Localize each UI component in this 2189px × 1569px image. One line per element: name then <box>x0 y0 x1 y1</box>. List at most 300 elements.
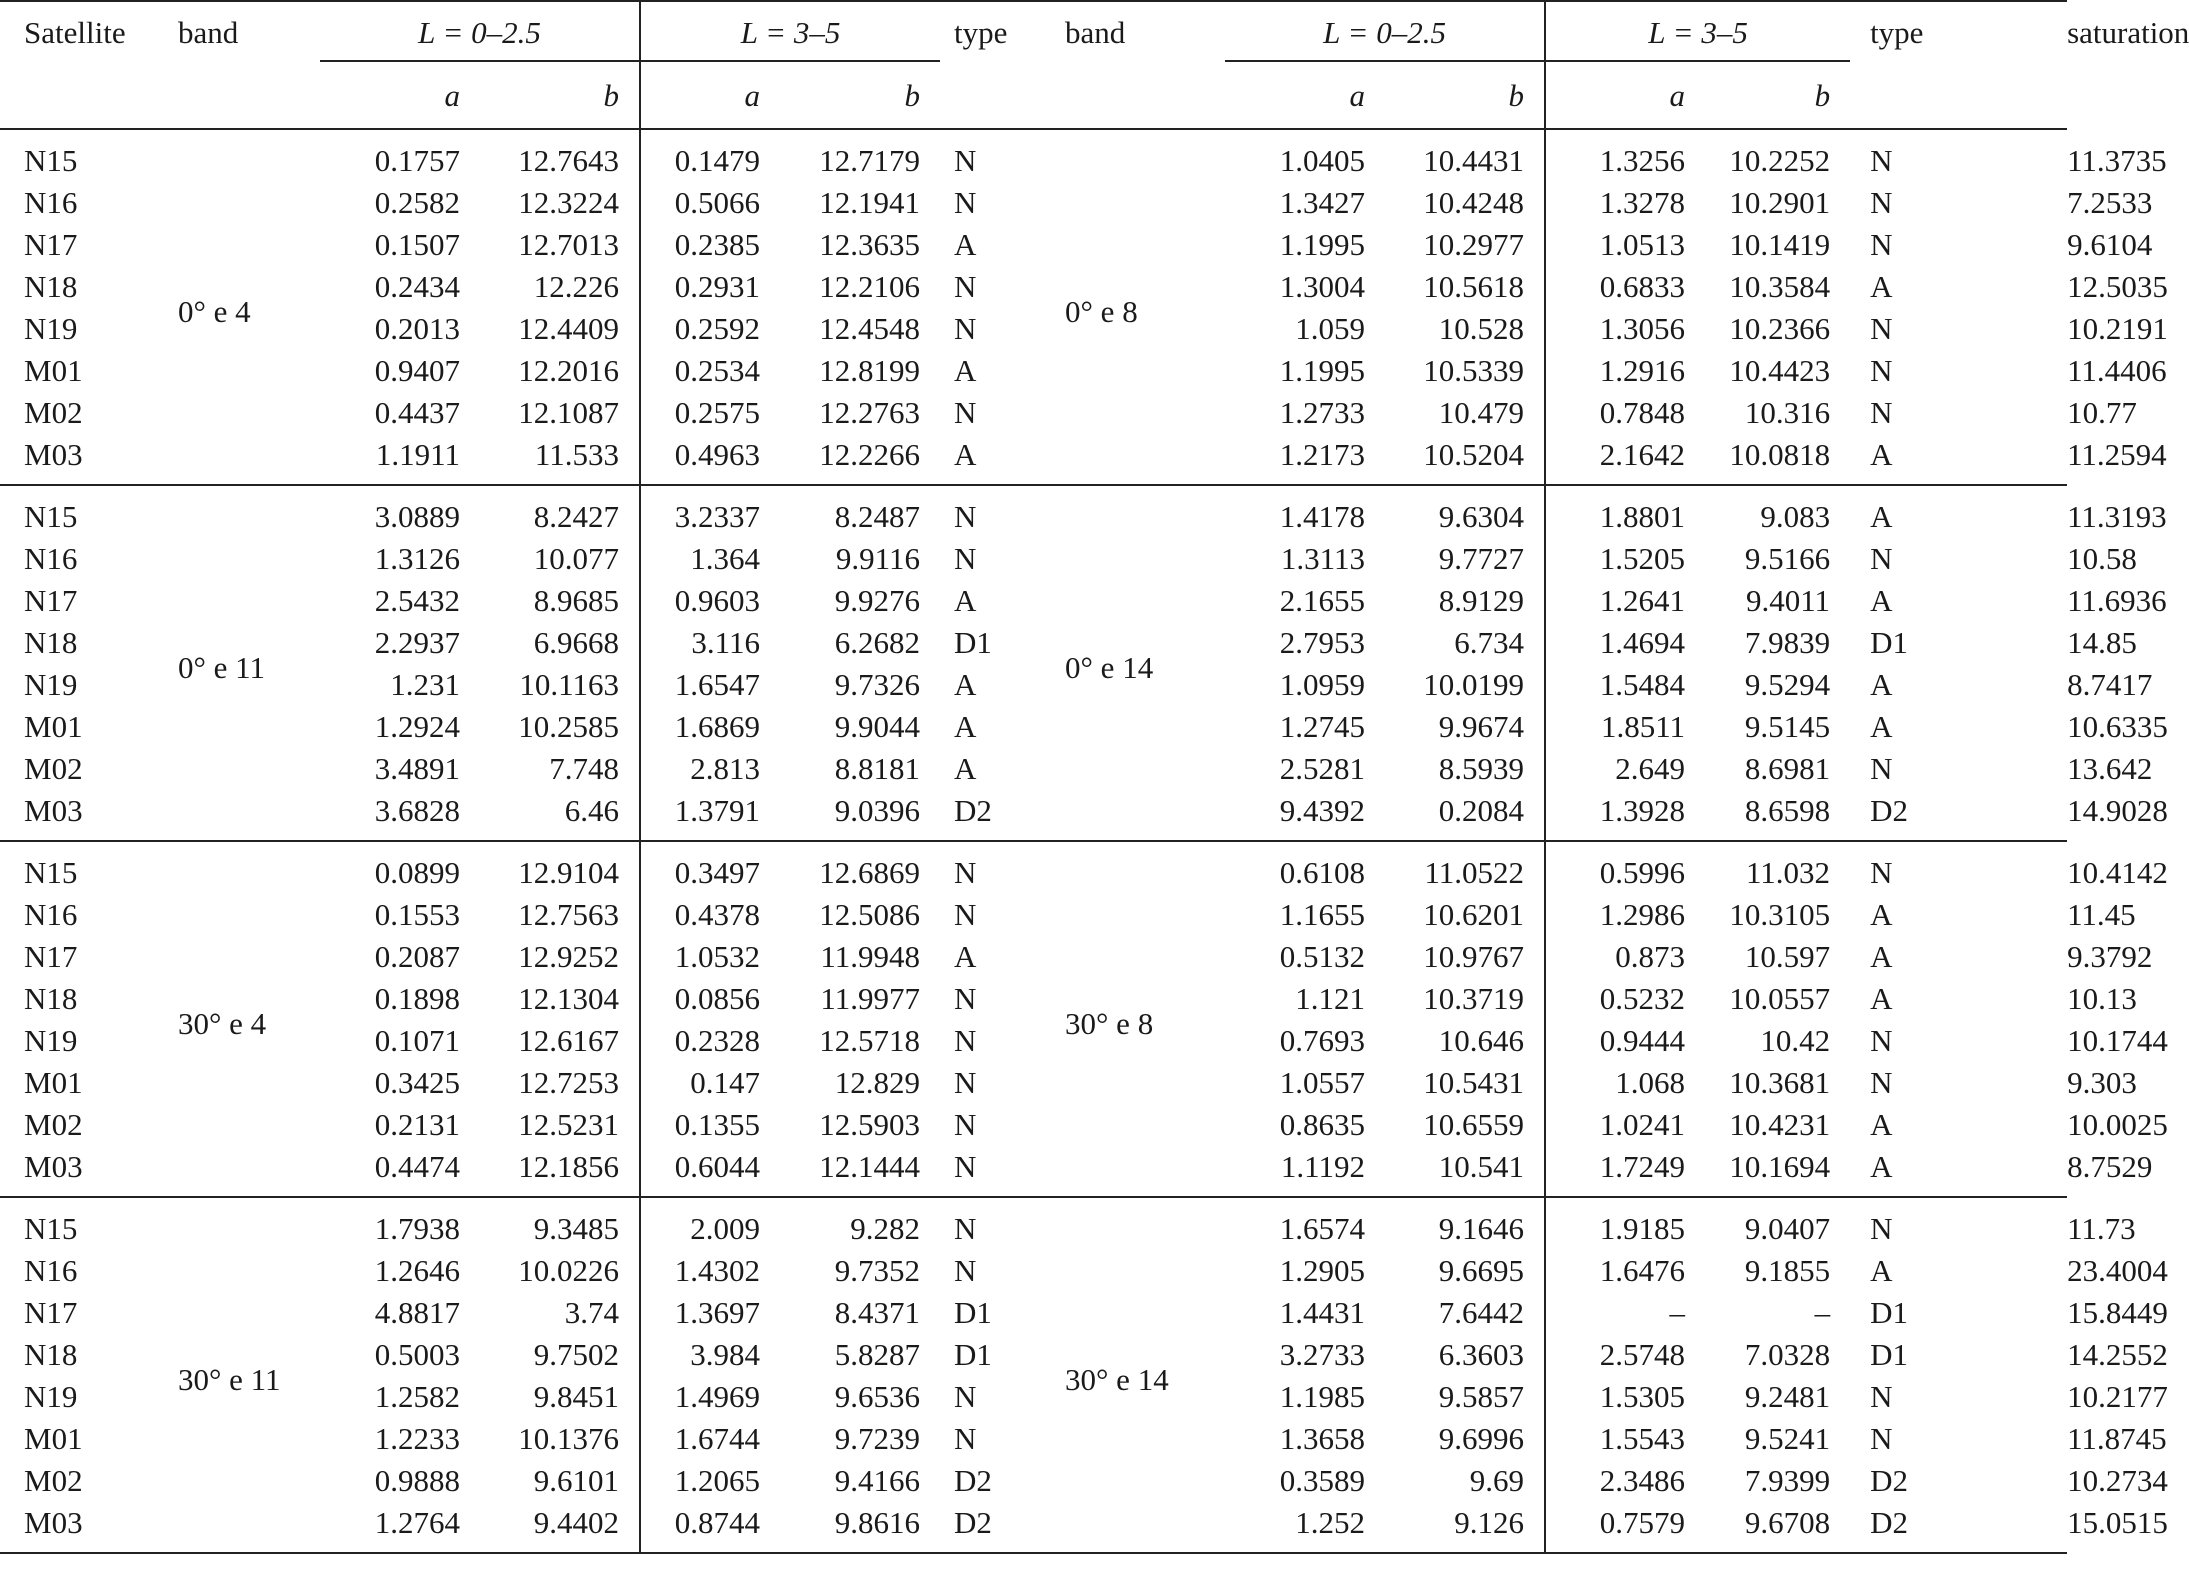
value-b-l1-right: 11.0522 <box>1385 841 1545 894</box>
value-b-l2-left: 12.4548 <box>819 311 921 346</box>
value-b-l2-left: 12.5086 <box>819 897 921 932</box>
value-a-l2-left: 0.2328 <box>674 1023 761 1058</box>
value-a-l1-left: 0.9407 <box>374 353 460 388</box>
header-a-4: a <box>1669 78 1686 113</box>
value-b-l1-left: 12.9252 <box>480 936 640 978</box>
type-cell-right: A <box>1870 1149 1893 1184</box>
value-b-l2-right: 10.3681 <box>1729 1065 1831 1100</box>
table-row: M02 0.4437 12.1087 0.2575 12.2763 N 1.2733 10.479 0.7848 10.316 N 10.77 <box>0 392 2067 434</box>
value-a-l1-right: 1.3004 <box>1279 269 1366 304</box>
value-a-l1-left: 2.5432 <box>374 583 460 618</box>
value-b-l2-right: 7.9399 <box>1744 1463 1831 1498</box>
type-cell-right: N <box>1870 1379 1893 1414</box>
band-cell-right: 30° e 14 <box>1065 1197 1225 1553</box>
type-cell-left: D1 <box>954 1295 992 1330</box>
value-a-l2-right: 0.873 <box>1615 939 1686 974</box>
satellite-cell: N17 <box>24 583 78 618</box>
satellite-cell: N19 <box>24 1379 78 1414</box>
value-a-l1-right: 2.7953 <box>1279 625 1366 660</box>
type-cell-left: A <box>954 583 977 618</box>
value-b-l2-right: 9.5145 <box>1744 709 1831 744</box>
type-cell-right: A <box>1870 667 1893 702</box>
value-b-l2-right: 10.1419 <box>1729 227 1831 262</box>
value-a-l2-left: 3.2337 <box>640 485 780 538</box>
value-a-l1-right: 1.0959 <box>1279 667 1366 702</box>
type-cell-right: N <box>1870 1421 1893 1456</box>
type-cell-right: A <box>1870 897 1893 932</box>
satellite-cell: M01 <box>24 709 83 744</box>
value-a-l1-left: 0.4474 <box>374 1149 460 1184</box>
satellite-cell: N17 <box>24 1295 78 1330</box>
header-a-1: a <box>444 78 460 113</box>
value-b-l1-right: 9.126 <box>1385 1502 1545 1553</box>
table-row: N18 0.5003 9.7502 3.984 5.8287 D1 3.2733 6.3603 2.5748 7.0328 D1 14.2552 <box>0 1334 2067 1376</box>
band-cell-left: 0° e 4 <box>178 294 251 329</box>
value-b-l2-left: 8.8181 <box>834 751 921 786</box>
value-b-l2-left: 9.0396 <box>834 793 921 828</box>
value-a-l1-left: 0.5003 <box>374 1337 460 1372</box>
value-a-l1-right: 1.2905 <box>1279 1253 1366 1288</box>
table-row: N16 1.2646 10.0226 1.4302 9.7352 N 1.2905 9.6695 1.6476 9.1855 A 23.4004 <box>0 1250 2067 1292</box>
table-row: N17 0.2087 12.9252 1.0532 11.9948 A 0.5132 10.9767 0.873 10.597 A 9.3792 <box>0 936 2067 978</box>
value-b-l2-left: 12.829 <box>834 1065 921 1100</box>
value-b-l1-left: 11.533 <box>480 434 640 485</box>
type-cell-left: N <box>954 1065 977 1100</box>
value-b-l2-right: 8.6981 <box>1744 751 1831 786</box>
value-b-l1-right: 9.1646 <box>1385 1197 1545 1250</box>
type-cell-left: N <box>954 269 977 304</box>
value-b-l2-left: 9.7239 <box>834 1421 921 1456</box>
value-a-l2-left: 2.009 <box>640 1197 780 1250</box>
value-a-l1-left: 0.3425 <box>374 1065 460 1100</box>
type-cell-left: A <box>954 939 977 974</box>
value-a-l2-left: 1.6869 <box>674 709 761 744</box>
table-row: N15 30° e 4 0.0899 12.9104 0.3497 12.6869 N 30° e 8 0.6108 11.0522 0.5996 11.032 N 10.4142 <box>0 841 2067 894</box>
value-b-l2-left: 8.4371 <box>834 1295 921 1330</box>
value-b-l2-right: 11.032 <box>1705 841 1850 894</box>
satellite-cell: N18 <box>24 981 78 1016</box>
value-b-l1-left: 6.9668 <box>480 622 640 664</box>
satellite-cell: M02 <box>24 1463 83 1498</box>
value-b-l1-left: 10.2585 <box>480 706 640 748</box>
type-cell-right: N <box>1850 841 2067 894</box>
value-a-l2-left: 0.4963 <box>674 437 761 472</box>
value-b-l1-left: 9.4402 <box>480 1502 640 1553</box>
value-a-l2-right: 2.649 <box>1615 751 1686 786</box>
value-a-l2-left: 0.1479 <box>674 143 761 178</box>
table-row: M02 3.4891 7.748 2.813 8.8181 A 2.5281 8.5939 2.649 8.6981 N 13.642 <box>0 748 2067 790</box>
type-cell-left: N <box>954 143 977 178</box>
value-a-l1-right: 1.1995 <box>1279 353 1366 388</box>
value-a-l2-right: 1.0241 <box>1599 1107 1686 1142</box>
value-a-l2-left: 1.2065 <box>674 1463 761 1498</box>
type-cell-left: A <box>954 667 977 702</box>
value-b-l1-left: 9.6101 <box>480 1460 640 1502</box>
header-group-l1-right <box>1225 1 1545 64</box>
satellite-cell: N18 <box>24 625 78 660</box>
value-a-l1-right: 9.4392 <box>1279 793 1366 828</box>
value-b-l2-left: 5.8287 <box>834 1337 921 1372</box>
value-a-l2-right: 1.9185 <box>1545 1197 1705 1250</box>
type-cell-right: N <box>1870 395 1893 430</box>
satellite-cell: M03 <box>24 437 83 472</box>
value-a-l2-right: 1.2916 <box>1599 353 1686 388</box>
satellite-cell: N17 <box>24 939 78 974</box>
value-b-l1-left: 12.6167 <box>480 1020 640 1062</box>
table-row: N15 30° e 11 1.7938 9.3485 2.009 9.282 N 30° e 14 1.6574 9.1646 1.9185 9.0407 N 11.73 <box>0 1197 2067 1250</box>
value-b-l2-right: 10.2366 <box>1729 311 1831 346</box>
value-a-l1-right: 1.252 <box>1295 1505 1366 1540</box>
value-a-l1-right: 0.7693 <box>1279 1023 1366 1058</box>
value-b-l1-right: 9.9674 <box>1385 706 1545 748</box>
table-row: N19 0.2013 12.4409 0.2592 12.4548 N 1.059 10.528 1.3056 10.2366 N 10.2191 <box>0 308 2067 350</box>
value-b-l2-left: 12.2763 <box>819 395 921 430</box>
header-type-left: type <box>954 15 1008 50</box>
value-b-l2-left: 9.7326 <box>834 667 921 702</box>
value-a-l1-right: 1.2173 <box>1279 437 1366 472</box>
header-group-l1-right-label: L = 0–2.5 <box>1323 15 1446 50</box>
table-row: N15 0° e 4 0.1757 12.7643 0.1479 12.7179 N 0° e 8 1.0405 10.4431 1.3256 10.2252 N 11.3735 <box>0 129 2067 182</box>
table-row: M02 0.2131 12.5231 0.1355 12.5903 N 0.8635 10.6559 1.0241 10.4231 A 10.0025 <box>0 1104 2067 1146</box>
value-a-l2-left: 0.8744 <box>674 1505 761 1540</box>
value-b-l1-left: 10.1163 <box>480 664 640 706</box>
value-b-l2-right: 9.0407 <box>1705 1197 1850 1250</box>
value-a-l2-right: 1.8511 <box>1600 709 1686 744</box>
value-a-l2-left: 0.2385 <box>674 227 761 262</box>
value-a-l1-left: 0.1757 <box>374 143 460 178</box>
type-cell-left: D1 <box>954 625 992 660</box>
satellite-cell: M02 <box>24 1107 83 1142</box>
table-row: M01 1.2924 10.2585 1.6869 9.9044 A 1.2745 9.9674 1.8511 9.5145 A 10.6335 <box>0 706 2067 748</box>
table-row: M01 1.2233 10.1376 1.6744 9.7239 N 1.3658 9.6996 1.5543 9.5241 N 11.8745 <box>0 1418 2067 1460</box>
value-a-l1-left: 0.1507 <box>374 227 460 262</box>
type-cell-right: A <box>1870 269 1893 304</box>
type-cell-right: N <box>1850 1197 2067 1250</box>
type-cell-right: D2 <box>1870 793 1908 828</box>
value-b-l2-right: 10.42 <box>1760 1023 1831 1058</box>
type-cell-left: N <box>954 1023 977 1058</box>
value-a-l1-left: 4.8817 <box>374 1295 460 1330</box>
type-cell-left: N <box>954 1421 977 1456</box>
satellite-cell: N16 <box>24 185 78 220</box>
value-a-l2-left: 1.0532 <box>674 939 761 974</box>
satellite-cell: M01 <box>24 353 83 388</box>
value-a-l2-left: 1.4969 <box>674 1379 761 1414</box>
value-b-l2-right: 9.6708 <box>1744 1505 1831 1540</box>
value-b-l2-left: 9.8616 <box>834 1505 921 1540</box>
value-b-l1-right: 7.6442 <box>1385 1292 1545 1334</box>
value-a-l2-left: 0.2575 <box>674 395 761 430</box>
value-b-l1-right: 10.2977 <box>1385 224 1545 266</box>
value-a-l1-left: 0.1071 <box>374 1023 460 1058</box>
value-a-l2-right: 1.3256 <box>1599 143 1686 178</box>
type-cell-left: N <box>954 395 977 430</box>
type-cell-right: N <box>1870 143 1893 178</box>
satellite-cell: N17 <box>24 227 78 262</box>
value-a-l2-left: 1.6744 <box>674 1421 761 1456</box>
type-cell-left: N <box>954 311 977 346</box>
value-b-l2-left: 11.9977 <box>820 981 921 1016</box>
value-b-l2-left: 12.2266 <box>819 437 921 472</box>
value-a-l1-right: 1.1192 <box>1280 1149 1366 1184</box>
type-cell-right: A <box>1870 939 1893 974</box>
table-body <box>0 129 2168 1553</box>
type-cell-left: A <box>954 709 977 744</box>
value-b-l1-left: 10.077 <box>480 538 640 580</box>
value-b-l1-right: 10.3719 <box>1385 978 1545 1020</box>
header-row-top: Satellite band L = 0–2.5 L = 3–5 type band L = 0–2.5 L = 3–5 type saturation <box>0 1 2067 64</box>
value-b-l2-left: 8.2487 <box>780 485 940 538</box>
value-b-l1-right: 8.9129 <box>1385 580 1545 622</box>
band-cell-right: 30° e 8 <box>1065 841 1225 1197</box>
value-b-l1-left: 3.74 <box>480 1292 640 1334</box>
value-b-l1-right: 9.6695 <box>1385 1250 1545 1292</box>
table-row: M01 0.9407 12.2016 0.2534 12.8199 A 1.1995 10.5339 1.2916 10.4423 N 11.4406 <box>0 350 2067 392</box>
value-b-l2-right: 9.2481 <box>1744 1379 1831 1414</box>
table-row: N19 0.1071 12.6167 0.2328 12.5718 N 0.7693 10.646 0.9444 10.42 N 10.1744 <box>0 1020 2067 1062</box>
value-a-l1-right: 1.4178 <box>1225 485 1385 538</box>
satellite-cell: N18 <box>24 1337 78 1372</box>
value-a-l2-right: 1.5305 <box>1599 1379 1686 1414</box>
type-cell-right: D1 <box>1870 1337 1908 1372</box>
value-b-l2-right: 9.5166 <box>1744 541 1831 576</box>
value-b-l1-right: 9.6304 <box>1385 485 1545 538</box>
value-b-l2-right: 9.5294 <box>1744 667 1831 702</box>
value-a-l2-right: 0.5232 <box>1599 981 1686 1016</box>
value-b-l1-left: 12.7563 <box>480 894 640 936</box>
value-a-l1-right: 1.3113 <box>1280 541 1366 576</box>
table-row: N17 2.5432 8.9685 0.9603 9.9276 A 2.1655 8.9129 1.2641 9.4011 A 11.6936 <box>0 580 2067 622</box>
value-a-l2-right: 1.5484 <box>1599 667 1686 702</box>
value-a-l2-left: 1.4302 <box>674 1253 761 1288</box>
value-b-l1-left: 10.0226 <box>480 1250 640 1292</box>
value-b-l2-left: 12.2106 <box>819 269 921 304</box>
type-cell-right: N <box>1870 311 1893 346</box>
type-cell-right: D1 <box>1870 1295 1908 1330</box>
band-cell-right: 0° e 8 <box>1065 294 1138 329</box>
type-cell-left: N <box>940 841 1065 894</box>
value-b-l2-left: 9.9276 <box>834 583 921 618</box>
value-b-l1-left: 12.1856 <box>480 1146 640 1197</box>
value-a-l1-right: 1.1995 <box>1279 227 1366 262</box>
value-a-l1-right: 0.5132 <box>1279 939 1366 974</box>
value-a-l2-right: 2.1642 <box>1599 437 1686 472</box>
type-cell-right: N <box>1870 185 1893 220</box>
value-b-l2-left: 12.1444 <box>819 1149 921 1184</box>
value-b-l1-right: 0.2084 <box>1385 790 1545 841</box>
header-a-3: a <box>1349 78 1366 113</box>
value-a-l1-right: 1.3658 <box>1279 1421 1366 1456</box>
value-a-l2-left: 1.364 <box>690 541 761 576</box>
value-b-l1-right: 10.5204 <box>1385 434 1545 485</box>
type-cell-right: N <box>1870 751 1893 786</box>
value-b-l1-right: 10.5431 <box>1385 1062 1545 1104</box>
value-a-l2-right: 0.7579 <box>1599 1505 1686 1540</box>
value-a-l1-left: 1.3126 <box>374 541 460 576</box>
value-a-l1-right: 1.4431 <box>1279 1295 1366 1330</box>
value-b-l1-left: 12.2016 <box>480 350 640 392</box>
value-b-l1-right: 10.6559 <box>1385 1104 1545 1146</box>
table-row: M03 1.1911 11.533 0.4963 12.2266 A 1.2173 10.5204 2.1642 10.0818 A 11.2594 <box>0 434 2067 485</box>
value-b-l2-right: 8.6598 <box>1744 793 1831 828</box>
satellite-cell: N19 <box>24 667 78 702</box>
value-a-l2-right: 1.3928 <box>1599 793 1686 828</box>
value-b-l1-left: 12.3224 <box>480 182 640 224</box>
value-b-l1-right: 10.646 <box>1385 1020 1545 1062</box>
value-a-l1-left: 0.1553 <box>374 897 460 932</box>
value-b-l2-right: 9.5241 <box>1744 1421 1831 1456</box>
value-a-l2-left: 0.0856 <box>674 981 761 1016</box>
value-a-l1-right: 3.2733 <box>1279 1337 1366 1372</box>
table-row: N19 1.2582 9.8451 1.4969 9.6536 N 1.1985 9.5857 1.5305 9.2481 N 10.2177 <box>0 1376 2067 1418</box>
value-a-l1-left: 3.0889 <box>320 485 480 538</box>
value-a-l1-left: 0.4437 <box>374 395 460 430</box>
table-row: N15 0° e 11 3.0889 8.2427 3.2337 8.2487 N 0° e 14 1.4178 9.6304 1.8801 9.083 A 11.3193 <box>0 485 2067 538</box>
type-cell-right: A <box>1870 709 1893 744</box>
header-group-l2-left-label: L = 3–5 <box>740 15 841 50</box>
value-b-l2-right: 10.316 <box>1744 395 1831 430</box>
header-type-right: type <box>1870 15 1924 50</box>
value-b-l1-right: 10.5618 <box>1385 266 1545 308</box>
value-b-l2-right: 10.2901 <box>1729 185 1831 220</box>
satellite-cell: N16 <box>24 1253 78 1288</box>
header-b-4: b <box>1814 78 1831 113</box>
type-cell-right: N <box>1870 353 1893 388</box>
value-a-l1-left: 2.2937 <box>374 625 460 660</box>
value-a-l1-left: 1.2233 <box>374 1421 460 1456</box>
value-b-l1-right: 10.4248 <box>1385 182 1545 224</box>
value-a-l1-right: 1.0557 <box>1279 1065 1366 1100</box>
table-row: N17 0.1507 12.7013 0.2385 12.3635 A 1.1995 10.2977 1.0513 10.1419 N 9.6104 <box>0 224 2067 266</box>
type-cell-right: D2 <box>1870 1463 1908 1498</box>
value-b-l1-right: 10.479 <box>1385 392 1545 434</box>
value-a-l2-right: 1.0513 <box>1599 227 1686 262</box>
value-b-l2-right: 9.1855 <box>1744 1253 1831 1288</box>
value-b-l2-right: – <box>1814 1295 1831 1330</box>
value-b-l1-left: 12.9104 <box>480 841 640 894</box>
table-row: N17 4.8817 3.74 1.3697 8.4371 D1 1.4431 7.6442 – – D1 15.8449 <box>0 1292 2067 1334</box>
header-group-l1-left-label: L = 0–2.5 <box>418 15 541 50</box>
header-group-l2-left <box>640 1 940 64</box>
type-cell-left: D1 <box>954 1337 992 1372</box>
value-a-l2-left: 0.2592 <box>674 311 761 346</box>
value-b-l2-right: 9.4011 <box>1745 583 1831 618</box>
header-group-l2-right-label: L = 3–5 <box>1648 15 1748 50</box>
type-cell-right: A <box>1870 1253 1893 1288</box>
value-a-l1-left: 0.0899 <box>320 841 480 894</box>
band-cell-right: 0° e 14 <box>1065 485 1225 841</box>
value-a-l2-right: 1.3056 <box>1599 311 1686 346</box>
satellite-cell: N16 <box>24 897 78 932</box>
value-a-l2-right: 0.5996 <box>1545 841 1705 894</box>
satellite-cell: N18 <box>24 269 78 304</box>
value-b-l2-left: 9.6536 <box>834 1379 921 1414</box>
value-b-l1-right: 10.0199 <box>1385 664 1545 706</box>
value-a-l2-right: 1.7249 <box>1599 1149 1686 1184</box>
value-b-l2-left: 12.5718 <box>819 1023 921 1058</box>
type-cell-left: D2 <box>954 1505 992 1540</box>
value-a-l1-right: 1.3427 <box>1279 185 1366 220</box>
value-b-l1-right: 10.6201 <box>1385 894 1545 936</box>
satellite-cell: M03 <box>24 793 83 828</box>
table-row: M03 3.6828 6.46 1.3791 9.0396 D2 9.4392 0.2084 1.3928 8.6598 D2 14.9028 <box>0 790 2067 841</box>
value-b-l2-right: 10.3584 <box>1729 269 1831 304</box>
value-b-l2-left: 9.9044 <box>834 709 921 744</box>
header-satellite: Satellite <box>24 15 126 50</box>
header-band-left: band <box>178 15 239 50</box>
value-a-l2-right: – <box>1669 1295 1686 1330</box>
value-b-l1-left: 9.7502 <box>480 1334 640 1376</box>
value-b-l1-left: 12.1087 <box>480 392 640 434</box>
value-a-l2-left: 3.116 <box>691 625 761 660</box>
value-a-l1-left: 3.6828 <box>374 793 460 828</box>
satellite-cell: M02 <box>24 395 83 430</box>
value-a-l2-right: 1.3278 <box>1599 185 1686 220</box>
value-b-l2-left: 12.7179 <box>819 143 921 178</box>
value-b-l1-left: 8.2427 <box>480 485 640 538</box>
value-a-l2-right: 1.2641 <box>1599 583 1686 618</box>
value-b-l2-left: 12.6869 <box>780 841 940 894</box>
value-b-l2-right: 10.3105 <box>1729 897 1831 932</box>
band-cell-left: 30° e 4 <box>160 841 320 1197</box>
type-cell-right: D2 <box>1870 1505 1908 1540</box>
type-cell-left: N <box>954 541 977 576</box>
table-row: N18 2.2937 6.9668 3.116 6.2682 D1 2.7953 6.734 1.4694 7.9839 D1 14.85 <box>0 622 2067 664</box>
value-a-l1-right: 0.6108 <box>1225 841 1385 894</box>
satellite-cell: M01 <box>24 1065 83 1100</box>
value-a-l2-left: 2.813 <box>690 751 761 786</box>
value-a-l1-left: 1.2924 <box>374 709 460 744</box>
value-a-l1-left: 0.2582 <box>374 185 460 220</box>
table-row: M03 1.2764 9.4402 0.8744 9.8616 D2 1.252 9.126 0.7579 9.6708 D2 15.0515 <box>0 1502 2067 1553</box>
value-a-l2-right: 0.6833 <box>1599 269 1686 304</box>
value-a-l1-right: 0.8635 <box>1279 1107 1366 1142</box>
table-row: N18 0.2434 12.226 0.2931 12.2106 N 1.3004 10.5618 0.6833 10.3584 A 12.5035 <box>0 266 2067 308</box>
value-a-l1-right: 0.3589 <box>1279 1463 1366 1498</box>
value-b-l1-right: 10.528 <box>1385 308 1545 350</box>
value-b-l1-left: 12.4409 <box>480 308 640 350</box>
value-a-l2-right: 2.5748 <box>1599 1337 1686 1372</box>
satellite-cell: N15 <box>0 485 160 538</box>
value-b-l2-right: 10.2252 <box>1729 143 1831 178</box>
header-b-1: b <box>480 64 640 129</box>
value-b-l2-left: 9.282 <box>780 1197 940 1250</box>
value-a-l2-left: 0.6044 <box>674 1149 761 1184</box>
value-b-l1-left: 9.8451 <box>480 1376 640 1418</box>
type-cell-left: N <box>954 897 977 932</box>
value-b-l1-right: 8.5939 <box>1385 748 1545 790</box>
value-a-l2-left: 0.1355 <box>674 1107 761 1142</box>
value-a-l1-left: 1.2582 <box>374 1379 460 1414</box>
value-a-l1-right: 1.6574 <box>1225 1197 1385 1250</box>
satellite-cell: N16 <box>24 541 78 576</box>
band-cell-left: 0° e 11 <box>160 485 320 841</box>
value-b-l1-left: 6.46 <box>480 790 640 841</box>
value-b-l1-left: 12.1304 <box>480 978 640 1020</box>
value-b-l1-right: 9.5857 <box>1385 1376 1545 1418</box>
type-cell-right: N <box>1870 541 1893 576</box>
type-cell-right: N <box>1870 1023 1893 1058</box>
value-a-l1-right: 1.121 <box>1295 981 1366 1016</box>
header-row-sub <box>0 64 2067 129</box>
value-b-l1-left: 8.9685 <box>480 580 640 622</box>
value-b-l2-left: 12.8199 <box>819 353 921 388</box>
type-cell-left: N <box>940 1197 1065 1250</box>
value-a-l2-left: 0.2534 <box>674 353 761 388</box>
value-b-l2-left: 6.2682 <box>834 625 921 660</box>
value-b-l1-left: 10.1376 <box>480 1418 640 1460</box>
type-cell-left: N <box>954 981 977 1016</box>
